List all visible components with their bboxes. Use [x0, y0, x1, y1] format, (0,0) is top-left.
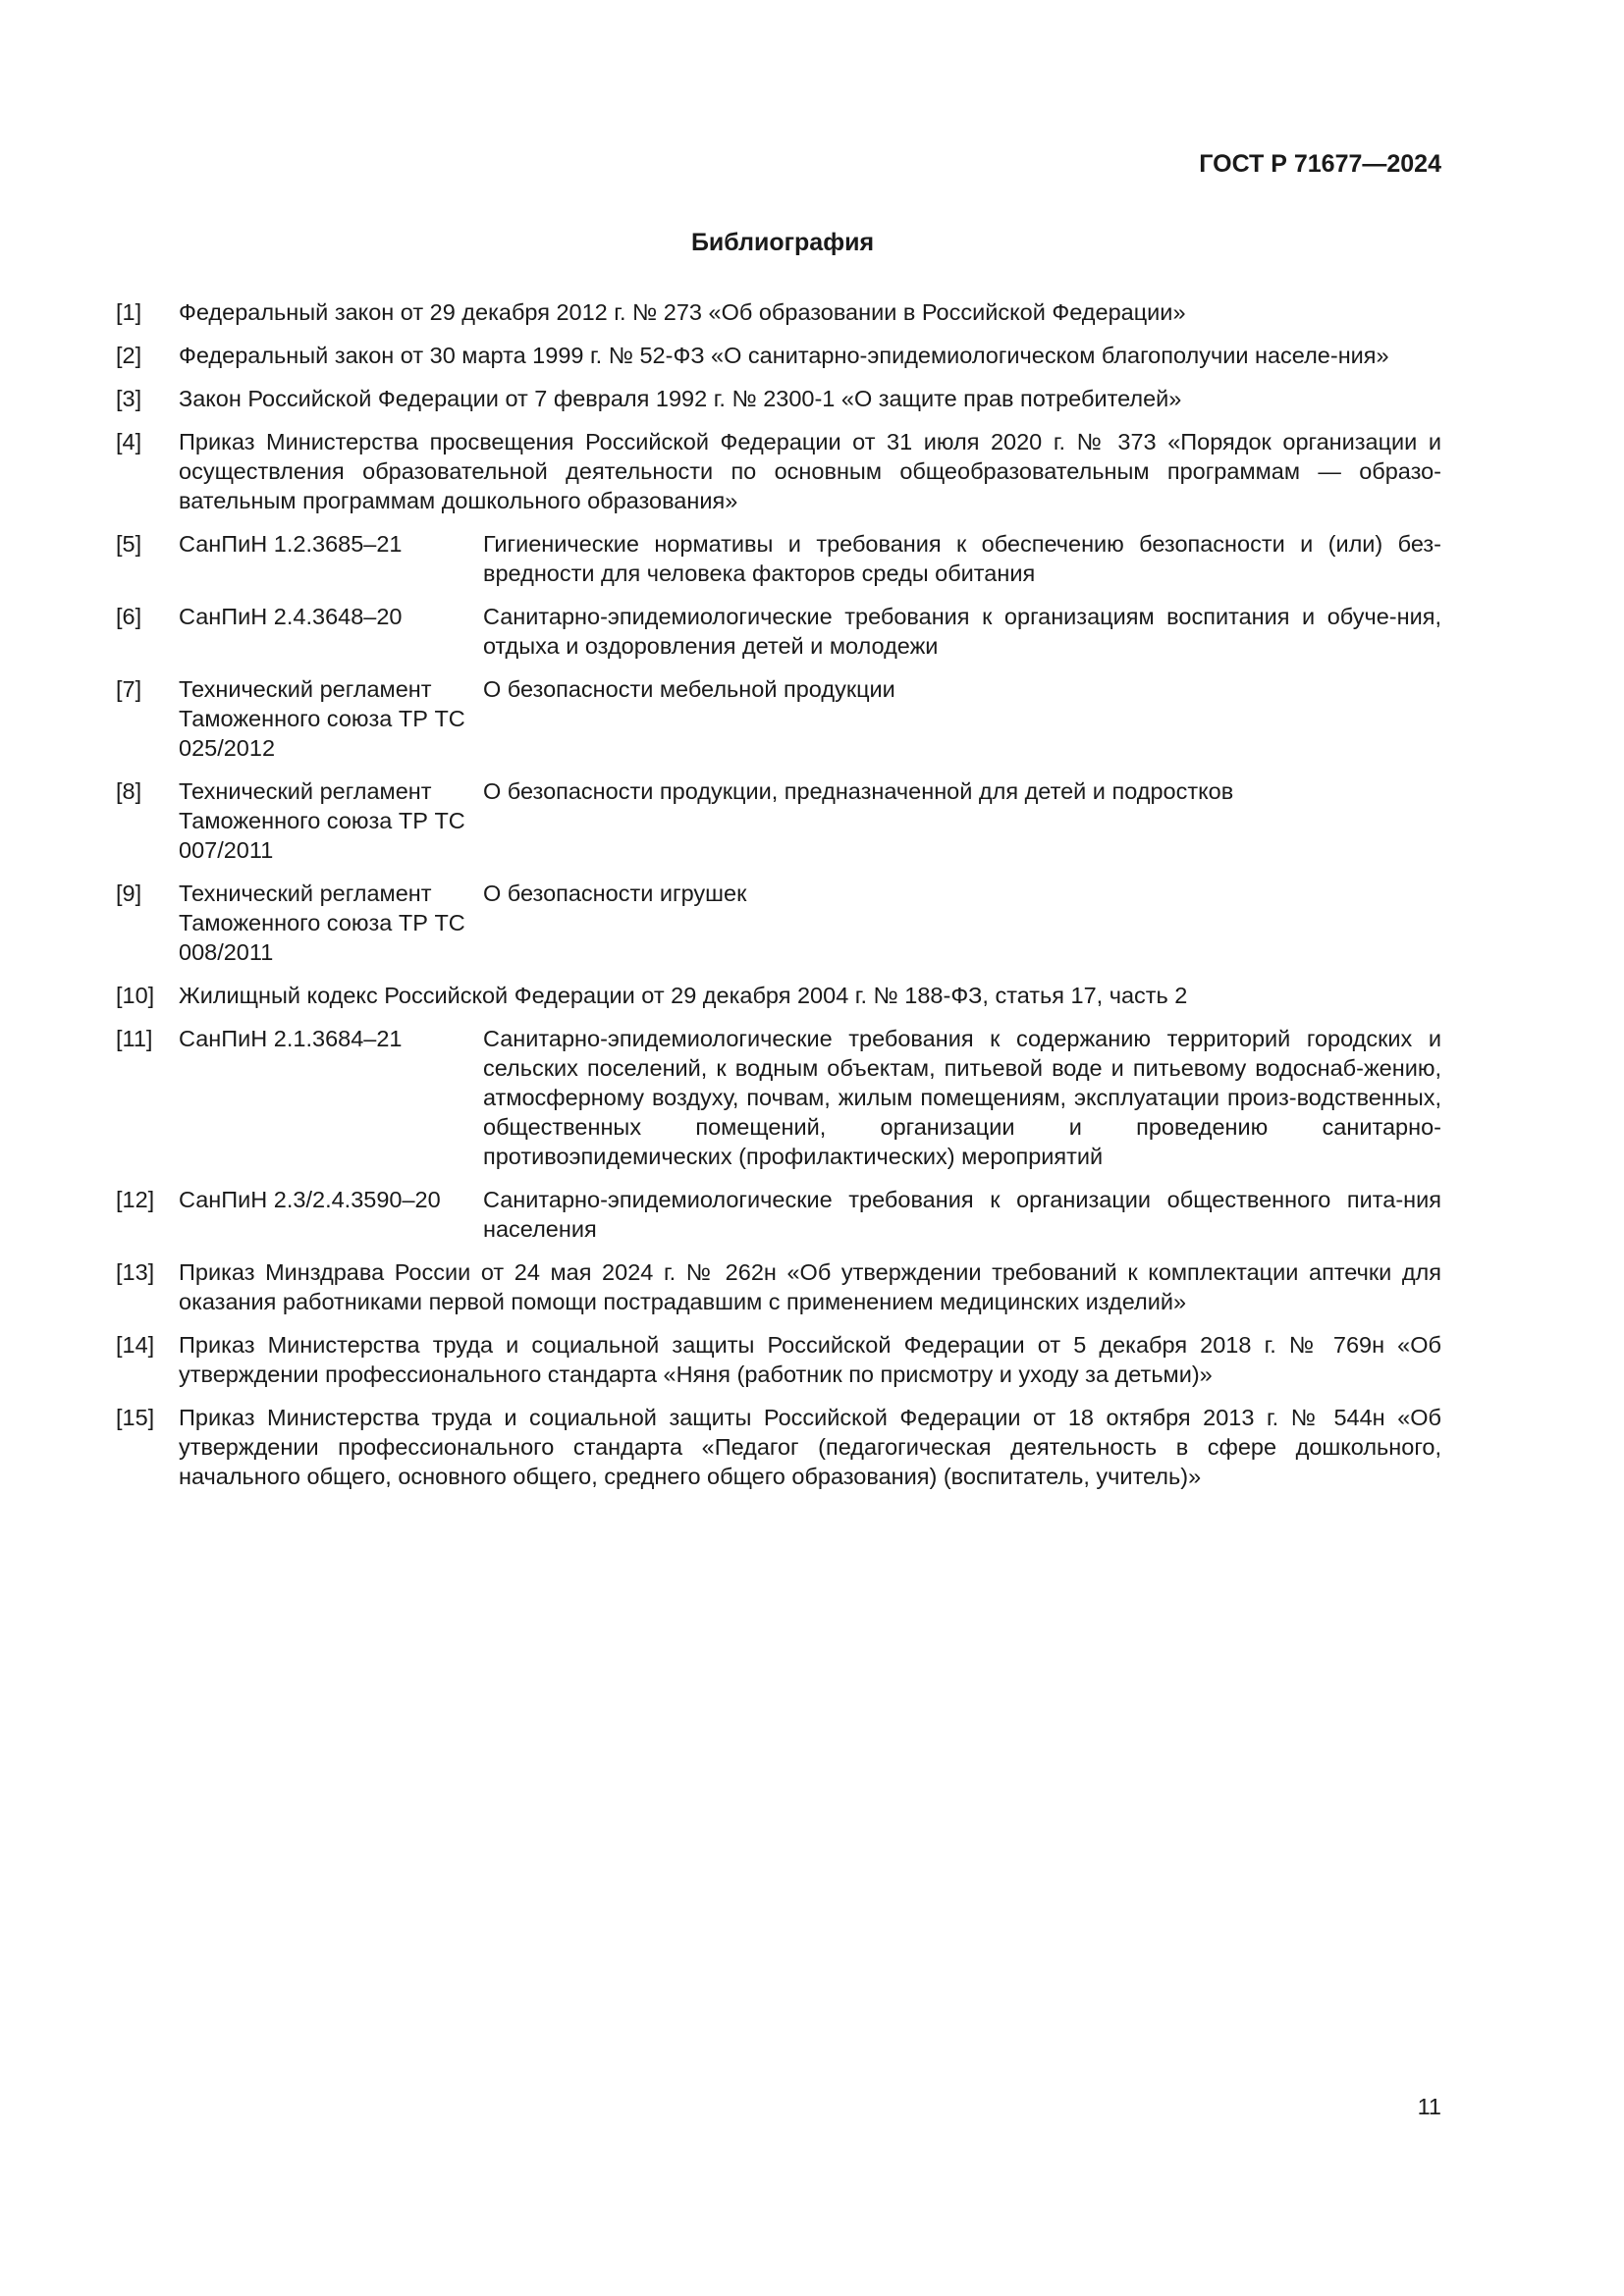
entry-number: [9] — [116, 881, 142, 906]
entry-description: О безопасности игрушек — [483, 881, 747, 906]
entry-code: СанПиН 2.4.3648–20 — [179, 604, 403, 629]
page-number: 11 — [1417, 2094, 1441, 2119]
entry-description: О безопасности мебельной продукции — [483, 676, 895, 702]
bibliography-entry-11 — [116, 1024, 1441, 1171]
entry-number: [4] — [116, 429, 142, 454]
entry-number: [12] — [116, 1187, 155, 1212]
entry-number: [1] — [116, 299, 142, 325]
entry-number: [8] — [116, 778, 142, 804]
entry-code: СанПиН 2.1.3684–21 — [179, 1026, 403, 1051]
entry-description: Гигиенические нормативы и требования к обеспечению безопасности и (или) без-вредности для человека факторов среды обитания — [483, 531, 1441, 586]
entry-text: Приказ Министерства труда и социальной защиты Российской Федерации от 18 октября 2013 г. № 544н «Об утверждении профессионального стандарта «Педагог (педагогическая деятельность в сфере дошкольного, начального общего, основного общего, среднего общего образования) (воспитатель, учитель)» — [179, 1405, 1441, 1489]
bibliography-entry-4 — [116, 427, 1441, 515]
entry-number: [6] — [116, 604, 142, 629]
bibliography-entry-6 — [116, 602, 1441, 661]
entry-text: Приказ Министерства труда и социальной защиты Российской Федерации от 5 декабря 2018 г. № 769н «Об утверждении профессионального стандарта «Няня (работник по присмотру и уходу за детьми)» — [179, 1332, 1441, 1387]
entry-code: Технический регламент Таможенного союза ТР ТС 025/2012 — [179, 676, 465, 761]
bibliography-entry-3 — [116, 384, 1441, 413]
bibliography-entry-15 — [116, 1403, 1441, 1491]
entry-text: Федеральный закон от 29 декабря 2012 г. № 273 «Об образовании в Российской Федерации» — [179, 299, 1186, 325]
entry-number: [3] — [116, 386, 142, 411]
entry-number: [13] — [116, 1259, 155, 1285]
bibliography-entry-2 — [116, 341, 1441, 370]
entry-text: Федеральный закон от 30 марта 1999 г. № 52-ФЗ «О санитарно-эпидемиологическом благополучии населе-ния» — [179, 343, 1389, 368]
bibliography-entry-14 — [116, 1330, 1441, 1389]
entry-number: [11] — [116, 1026, 153, 1051]
bibliography-entry-9 — [116, 879, 1441, 967]
entry-number: [10] — [116, 983, 155, 1008]
entry-number: [15] — [116, 1405, 155, 1430]
standard-code: ГОСТ Р 71677—2024 — [1199, 150, 1441, 178]
entry-code: СанПиН 2.3/2.4.3590–20 — [179, 1187, 441, 1212]
bibliography-entry-12 — [116, 1185, 1441, 1244]
entry-description: Санитарно-эпидемиологические требования к организациям воспитания и обуче-ния, отдыха и оздоровления детей и молодежи — [483, 604, 1441, 659]
entry-number: [7] — [116, 676, 142, 702]
entry-text: Приказ Минздрава России от 24 мая 2024 г. № 262н «Об утверждении требований к комплектации аптечки для оказания работниками первой помощи пострадавшим с применением медицинских изделий» — [179, 1259, 1441, 1314]
entry-text: Закон Российской Федерации от 7 февраля 1992 г. № 2300-1 «О защите прав потребителей» — [179, 386, 1182, 411]
entry-code: Технический регламент Таможенного союза ТР ТС 007/2011 — [179, 778, 465, 863]
entry-description: О безопасности продукции, предназначенной для детей и подростков — [483, 778, 1234, 804]
bibliography-title: Библиография — [690, 229, 875, 256]
bibliography-entry-10 — [116, 981, 1441, 1010]
bibliography-list — [116, 297, 1441, 1505]
bibliography-entry-7 — [116, 674, 1441, 763]
entry-description: Санитарно-эпидемиологические требования к содержанию территорий городских и сельских поселений, к водным объектам, питьевой воде и питьевому водоснаб-жению, атмосферному воздуху, почвам, жилым помещениям, эксплуатации произ-водственных, общественных помещений, организации и проведению санитарно-противоэпидемических (профилактических) мероприятий — [483, 1026, 1441, 1169]
entry-number: [14] — [116, 1332, 155, 1358]
bibliography-entry-13 — [116, 1257, 1441, 1316]
entry-number: [2] — [116, 343, 142, 368]
bibliography-entry-8 — [116, 776, 1441, 865]
entry-text: Жилищный кодекс Российской Федерации от 29 декабря 2004 г. № 188-ФЗ, статья 17, часть 2 — [179, 983, 1188, 1008]
entry-text: Приказ Министерства просвещения Российской Федерации от 31 июля 2020 г. № 373 «Порядок организации и осуществления образовательной деятельности по основным общеобразовательным программам — образо-вательным программам дошкольного образования» — [179, 429, 1441, 513]
entry-code: Технический регламент Таможенного союза ТР ТС 008/2011 — [179, 881, 465, 965]
bibliography-entry-1 — [116, 297, 1441, 327]
entry-code: СанПиН 1.2.3685–21 — [179, 531, 403, 557]
entry-number: [5] — [116, 531, 142, 557]
entry-description: Санитарно-эпидемиологические требования к организации общественного пита-ния населения — [483, 1187, 1441, 1242]
bibliography-entry-5 — [116, 529, 1441, 588]
